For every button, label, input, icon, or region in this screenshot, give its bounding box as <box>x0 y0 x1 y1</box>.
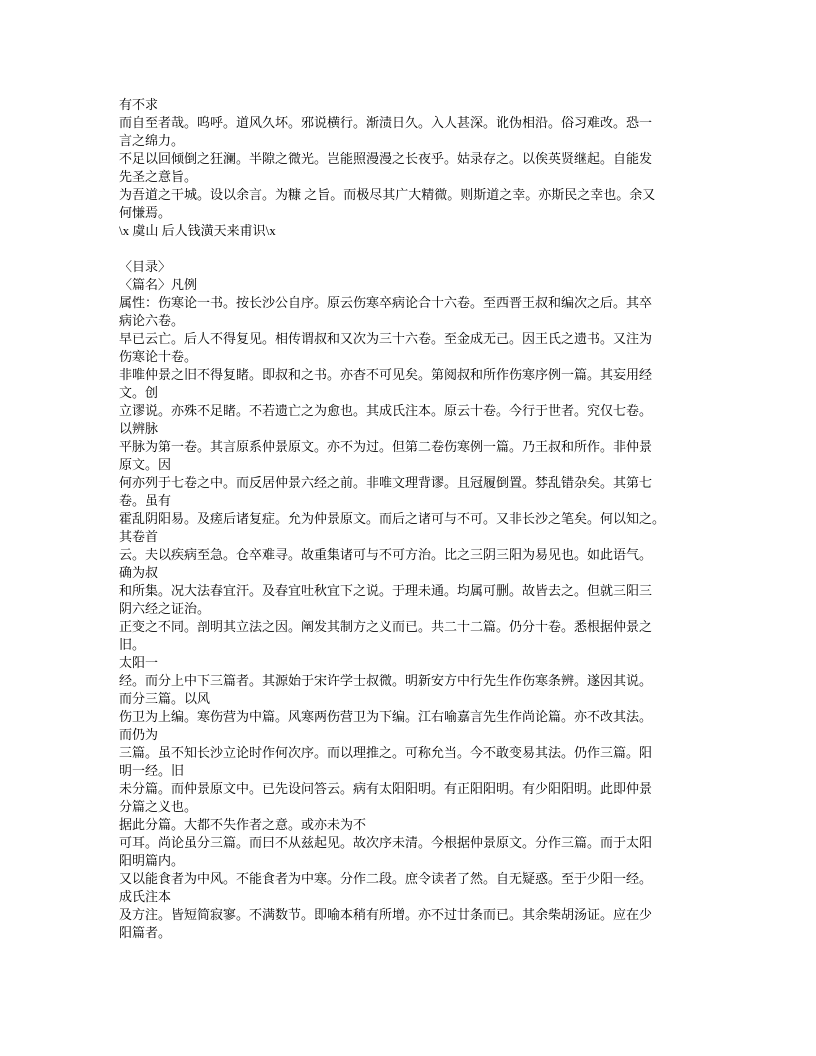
body-line: 文。创 <box>119 385 159 400</box>
body-line: 病论六卷。 <box>119 313 185 328</box>
body-line: 和所集。况大法春宜汗。及春宜吐秋宜下之说。于理未通。均属可删。故皆去之。但就三阳三 <box>119 583 653 598</box>
preface-line: 先圣之意旨。 <box>119 169 198 184</box>
body-line: 成氏注本 <box>119 889 172 904</box>
body-line: 伤寒论十卷。 <box>119 349 198 364</box>
body-line: 而分三篇。以风 <box>119 691 211 706</box>
body-line: 原文。因 <box>119 457 172 472</box>
body-line: 卷。虽有 <box>119 493 172 508</box>
body-line: 阳篇者。 <box>119 925 172 940</box>
body-line: 伤卫为上编。寒伤营为中篇。风寒两伤营卫为下编。江右喻嘉言先生作尚论篇。亦不改其法。 <box>119 709 653 724</box>
body-line: 属性：伤寒论一书。按长沙公自序。原云伤寒卒病论合十六卷。至西晋王叔和编次之后。其卒 <box>119 295 653 310</box>
body-line: 太阳一 <box>119 655 159 670</box>
body-line: 经。而分上中下三篇者。其源始于宋许学士叔微。明新安方中行先生作伤寒条辨。遂因其说。 <box>119 673 653 688</box>
toc-heading: 〈目录〉 <box>119 259 172 274</box>
body-line: 阴六经之证治。 <box>119 601 211 616</box>
body-line: 霍乱阴阳易。及瘥后诸复症。允为仲景原文。而后之诸可与不可。又非长沙之笔矣。何以知之。 <box>119 511 666 526</box>
body-line: 及方注。皆短简寂寥。不满数节。即喻本稍有所增。亦不过廿条而已。其余柴胡汤证。应在少 <box>119 907 653 922</box>
body-line: 早已云亡。后人不得复见。相传谓叔和又次为三十六卷。至金成无己。因王氏之遗书。又注为 <box>119 331 653 346</box>
body-line: 旧。 <box>119 637 146 652</box>
body-line: 云。夫以疾病至急。仓卒难寻。故重集诸可与不可方治。比之三阴三阳为易见也。如此语气。 <box>119 547 653 562</box>
body-line: 立谬说。亦殊不足睹。不若遗亡之为愈也。其成氏注本。原云十卷。今行于世者。究仅七卷。 <box>119 403 653 418</box>
body-line: 以辨脉 <box>119 421 159 436</box>
preface-line: 而自至者哉。呜呼。道风久坏。邪说横行。渐渍日久。入人甚深。讹伪相沿。俗习难改。恐一 <box>119 115 653 130</box>
body-line: 正变之不同。剖明其立法之因。阐发其制方之义而已。共二十二篇。仍分十卷。悉根据仲景之 <box>119 619 653 634</box>
body-line: 平脉为第一卷。其言原系仲景原文。亦不为过。但第二卷伤寒例一篇。乃王叔和所作。非仲景 <box>119 439 653 454</box>
body-line: 何亦列于七卷之中。而反居仲景六经之前。非唯文理背谬。且冠履倒置。棼乱错杂矣。其第七 <box>119 475 653 490</box>
body-line: 分篇之义也。 <box>119 799 198 814</box>
body-line: 而仍为 <box>119 727 159 742</box>
blank-line <box>119 240 707 258</box>
text-block <box>119 96 707 942</box>
body-line: 未分篇。而仲景原文中。已先设问答云。病有太阳阳明。有正阳阳明。有少阳阳明。此即仲景 <box>119 781 653 796</box>
preface-line: 何慊焉。 <box>119 205 172 220</box>
body-line: 三篇。虽不知长沙立论时作何次序。而以理推之。可称允当。今不敢变易其法。仍作三篇。阳 <box>119 745 653 760</box>
preface-line: 为吾道之干城。设以余言。为糠 之旨。而极尽其广大精微。则斯道之幸。亦斯民之幸也。余又 <box>119 187 656 202</box>
body-line: 又以能食者为中风。不能食者为中寒。分作二段。庶令读者了然。自无疑惑。至于少阳一经。 <box>119 871 653 886</box>
preface-signature-line: \x 虞山 后人钱潢天来甫识\x <box>119 223 276 238</box>
preface-line: 言之绵力。 <box>119 133 185 148</box>
chapter-heading: 〈篇名〉凡例 <box>119 277 198 292</box>
body-line: 据此分篇。大都不失作者之意。或亦未为不 <box>119 817 367 832</box>
body-line: 阳明篇内。 <box>119 853 185 868</box>
body-line: 其卷首 <box>119 529 159 544</box>
body-line: 可耳。尚论虽分三篇。而曰不从兹起见。故次序未清。今根据仲景原文。分作三篇。而于太阳 <box>119 835 653 850</box>
body-line: 明一经。旧 <box>119 763 185 778</box>
preface-line: 不足以回倾倒之狂澜。半隙之微光。岂能照漫漫之长夜乎。姑录存之。以俟英贤继起。自能发 <box>119 151 653 166</box>
body-line: 非唯仲景之旧不得复睹。即叔和之书。亦杳不可见矣。第阅叔和所作伤寒序例一篇。其妄用经 <box>119 367 653 382</box>
preface-line: 有不求 <box>119 97 159 112</box>
body-line: 确为叔 <box>119 565 159 580</box>
